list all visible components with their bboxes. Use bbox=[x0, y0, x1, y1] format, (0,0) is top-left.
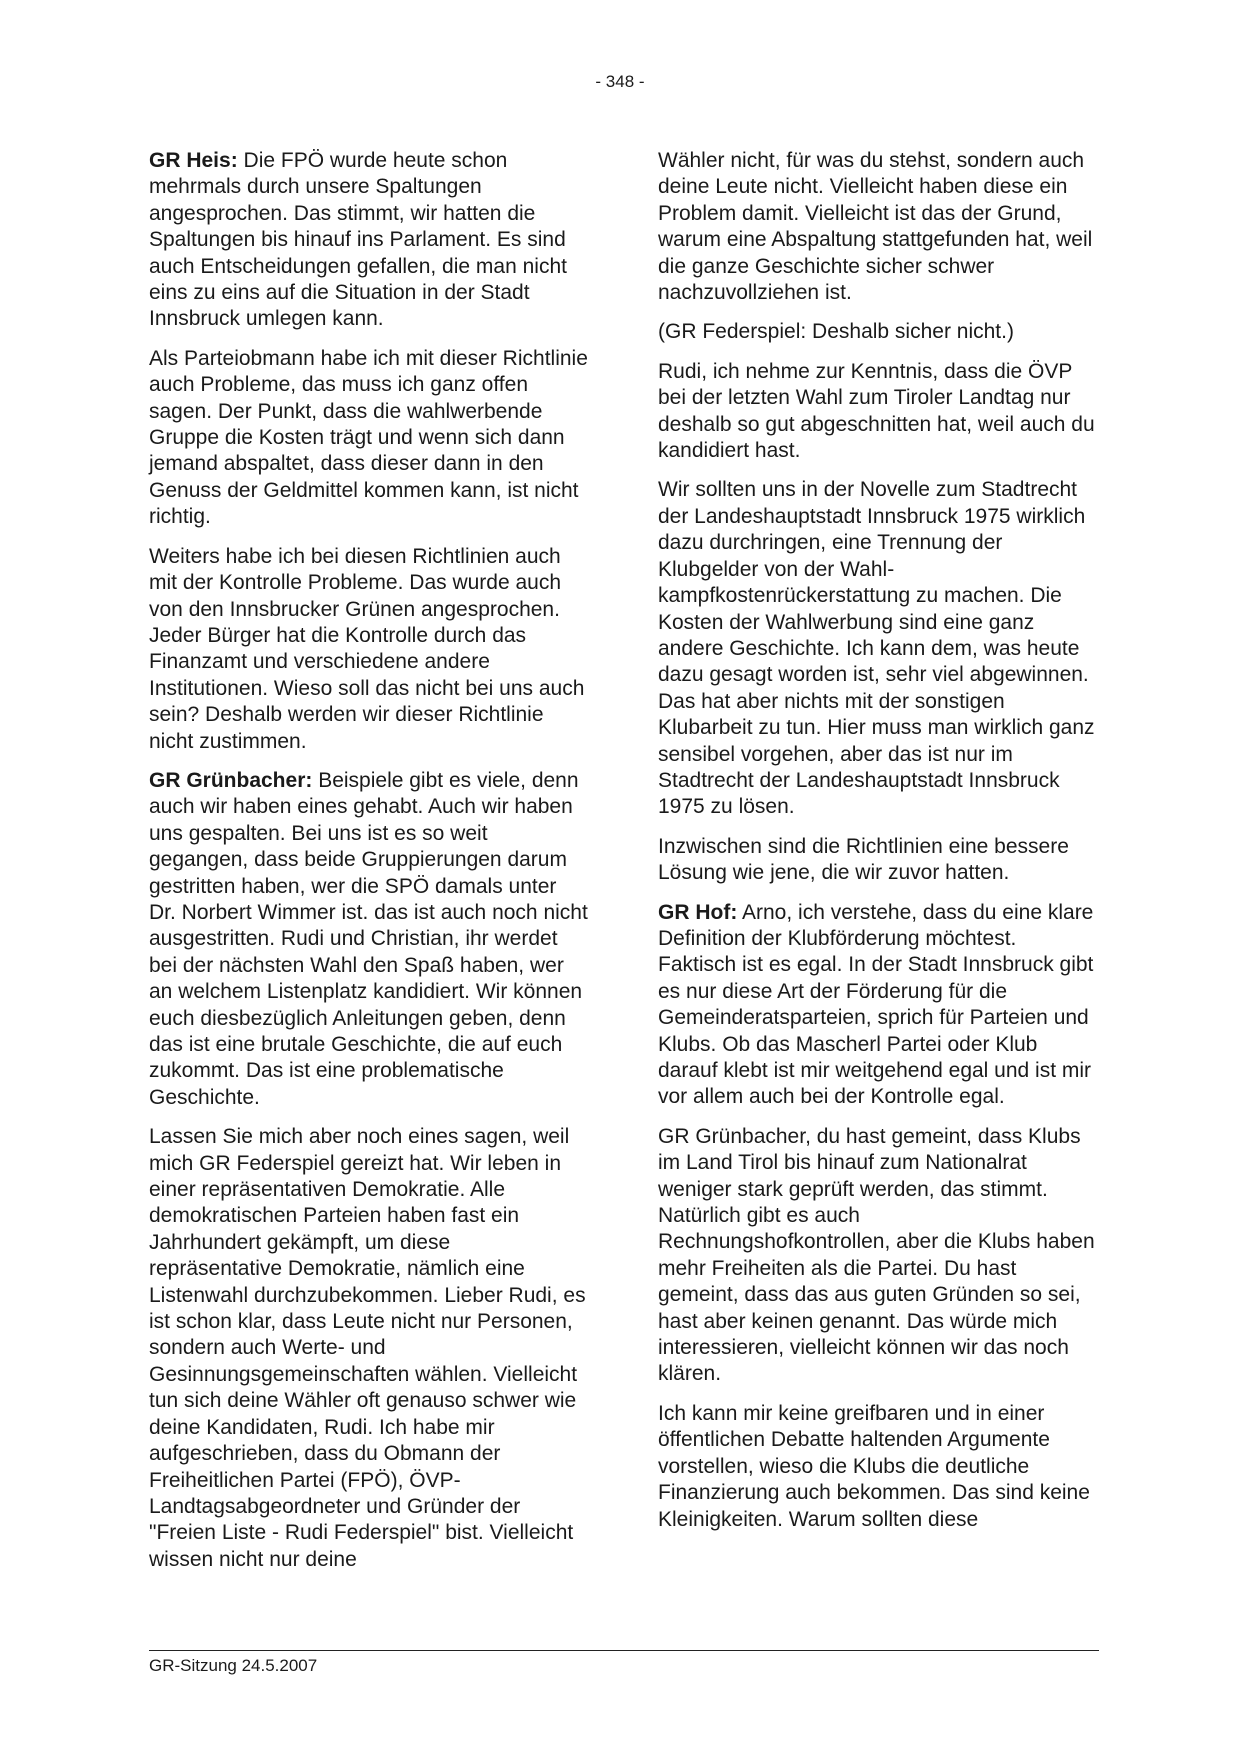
speaker-name: GR Heis: bbox=[149, 149, 238, 172]
speaker-name: GR Hof: bbox=[658, 900, 738, 924]
paragraph-text: Beispiele gibt es viele, denn auch wir haben eines gehabt. Auch wir haben uns gespalten. Bei uns ist es so weit gegangen, dass beide Gruppierungen darum gestritten haben, wer die SPÖ damals unter Dr. Norbert Wimmer ist. das ist auch noch nicht ausgestritten. Rudi und Christian, ihr werdet bei der nächsten Wahl den Spaß haben, wer an welchem Listenplatz kandidiert. Wir können euch diesbezüglich Anleitungen geben, denn das ist eine brutale Geschichte, die auf euch zukommt. Das ist eine problematische Geschichte. bbox=[149, 768, 588, 1109]
paragraph-text: Weiters habe ich bei diesen Richtlinien auch mit der Kontrolle Probleme. Das wurde auch von den Innsbrucker Grünen angesprochen. Jeder Bürger hat die Kontrolle durch das Finanzamt und verschiedene andere Institutionen. Wieso soll das nicht bei uns auch sein? Deshalb werden wir dieser Richtlinie nicht zustimmen. bbox=[149, 544, 585, 753]
paragraph bbox=[149, 346, 589, 531]
left-column bbox=[149, 148, 589, 1586]
footer-divider bbox=[149, 1650, 1099, 1651]
paragraph bbox=[658, 1124, 1098, 1388]
paragraph bbox=[149, 768, 589, 1111]
paragraph-text: Lassen Sie mich aber noch eines sagen, weil mich GR Federspiel gereizt hat. Wir leben in einer repräsentativen Demokratie. Alle demokratischen Parteien haben fast ein Jahrhundert gekämpft, um diese repräsentative Demokratie, nämlich eine Listenwahl durchzubekommen. Lieber Rudi, es ist schon klar, dass Leute nicht nur Personen, sondern auch Werte- und Gesinnungsgemeinschaften wählen. Vielleicht tun sich deine Wähler oft genauso schwer wie deine Kandidaten, Rudi. Ich habe mir aufgeschrieben, dass du Obmann der Freiheitlichen Partei (FPÖ), ÖVP-Landtagsabgeordneter und Gründer der "Freien Liste - Rudi Federspiel" bist. Vielleicht wissen nicht nur deine bbox=[149, 1125, 586, 1571]
paragraph bbox=[658, 359, 1098, 465]
paragraph-text: Arno, ich verstehe, dass du eine klare Definition der Klubförderung möchtest. Faktisch ist es egal. In der Stadt Innsbruck gibt es nur diese Art der Förderung für die Gemeinderatsparteien, sprich für Parteien und Klubs. Ob das Mascherl Partei oder Klub darauf klebt ist mir weitgehend egal und ist mir vor allem auch bei der Kontrolle egal. bbox=[658, 900, 1094, 1109]
paragraph-text: Rudi, ich nehme zur Kenntnis, dass die ÖVP bei der letzten Wahl zum Tiroler Landtag nur deshalb so gut abgeschnitten hat, weil auch du kandidiert hast. bbox=[658, 359, 1095, 463]
paragraph-text: Inzwischen sind die Richtlinien eine bessere Lösung wie jene, die wir zuvor hatten. bbox=[658, 834, 1069, 885]
paragraph bbox=[658, 477, 1098, 820]
paragraph bbox=[658, 319, 1098, 345]
paragraph-text: Wähler nicht, für was du stehst, sondern auch deine Leute nicht. Vielleicht haben diese ein Problem damit. Vielleicht ist das der Grund, warum eine Abspaltung stattgefunden hat, weil die ganze Geschichte sicher schwer nachzuvollziehen ist. bbox=[658, 149, 1093, 305]
footer-session-date: GR-Sitzung 24.5.2007 bbox=[149, 1656, 318, 1675]
paragraph-text: Wir sollten uns in der Novelle zum Stadtrecht der Landeshauptstadt Innsbruck 1975 wirklich dazu durchringen, eine Trennung der Klubgelder von der Wahlkampfkostenrückerstattung zu machen. Die Kosten der Wahlwerbung sind eine ganz andere Geschichte. Ich kann dem, was heute dazu gesagt worden ist, sehr viel abgewinnen. Das hat aber nichts mit der sonstigen Klubarbeit zu tun. Hier muss man wirklich ganz sensibel vorgehen, aber das ist nur im Stadtrecht der Landeshauptstadt Innsbruck 1975 zu lösen. bbox=[658, 478, 1095, 819]
paragraph bbox=[658, 834, 1098, 887]
paragraph-text: Die FPÖ wurde heute schon mehrmals durch unsere Spaltungen angesprochen. Das stimmt, wir hatten die Spaltungen bis hinauf ins Parlament. Es sind auch Entscheidungen gefallen, die man nicht eins zu eins auf die Situation in der Stadt Innsbruck umlegen kann. bbox=[149, 149, 567, 331]
paragraph-text: Als Parteiobmann habe ich mit dieser Richtlinie auch Probleme, das muss ich ganz offen sagen. Der Punkt, dass die wahlwerbende Gruppe die Kosten trägt und wenn sich dann jemand abspaltet, dass dieser dann in den Genuss der Geldmittel kommen kann, ist nicht richtig. bbox=[149, 346, 588, 529]
paragraph bbox=[658, 1401, 1098, 1533]
paragraph-text: Ich kann mir keine greifbaren und in einer öffentlichen Debatte haltenden Argumente vorstellen, wieso die Klubs die deutliche Finanzierung auch bekommen. Das sind keine Kleinigkeiten. Warum sollten diese bbox=[658, 1401, 1090, 1531]
paragraph bbox=[149, 148, 589, 333]
paragraph-text: (GR Federspiel: Deshalb sicher nicht.) bbox=[658, 320, 1014, 344]
page-number: - 348 - bbox=[595, 72, 645, 91]
paragraph-text: GR Grünbacher, du hast gemeint, dass Klubs im Land Tirol bis hinauf zum Nationalrat weniger stark geprüft werden, das stimmt. Natürlich gibt es auch Rechnungshofkontrollen, aber die Klubs haben mehr Freiheiten als die Partei. Du hast gemeint, dass das aus guten Gründen so sei, hast aber keinen genannt. Das würde mich interessieren, vielleicht können wir das noch klären. bbox=[658, 1124, 1095, 1386]
right-column bbox=[658, 148, 1098, 1546]
paragraph bbox=[149, 544, 589, 755]
speaker-name: GR Grünbacher: bbox=[149, 768, 313, 792]
paragraph bbox=[149, 1124, 589, 1573]
paragraph bbox=[658, 148, 1098, 306]
paragraph bbox=[658, 900, 1098, 1111]
